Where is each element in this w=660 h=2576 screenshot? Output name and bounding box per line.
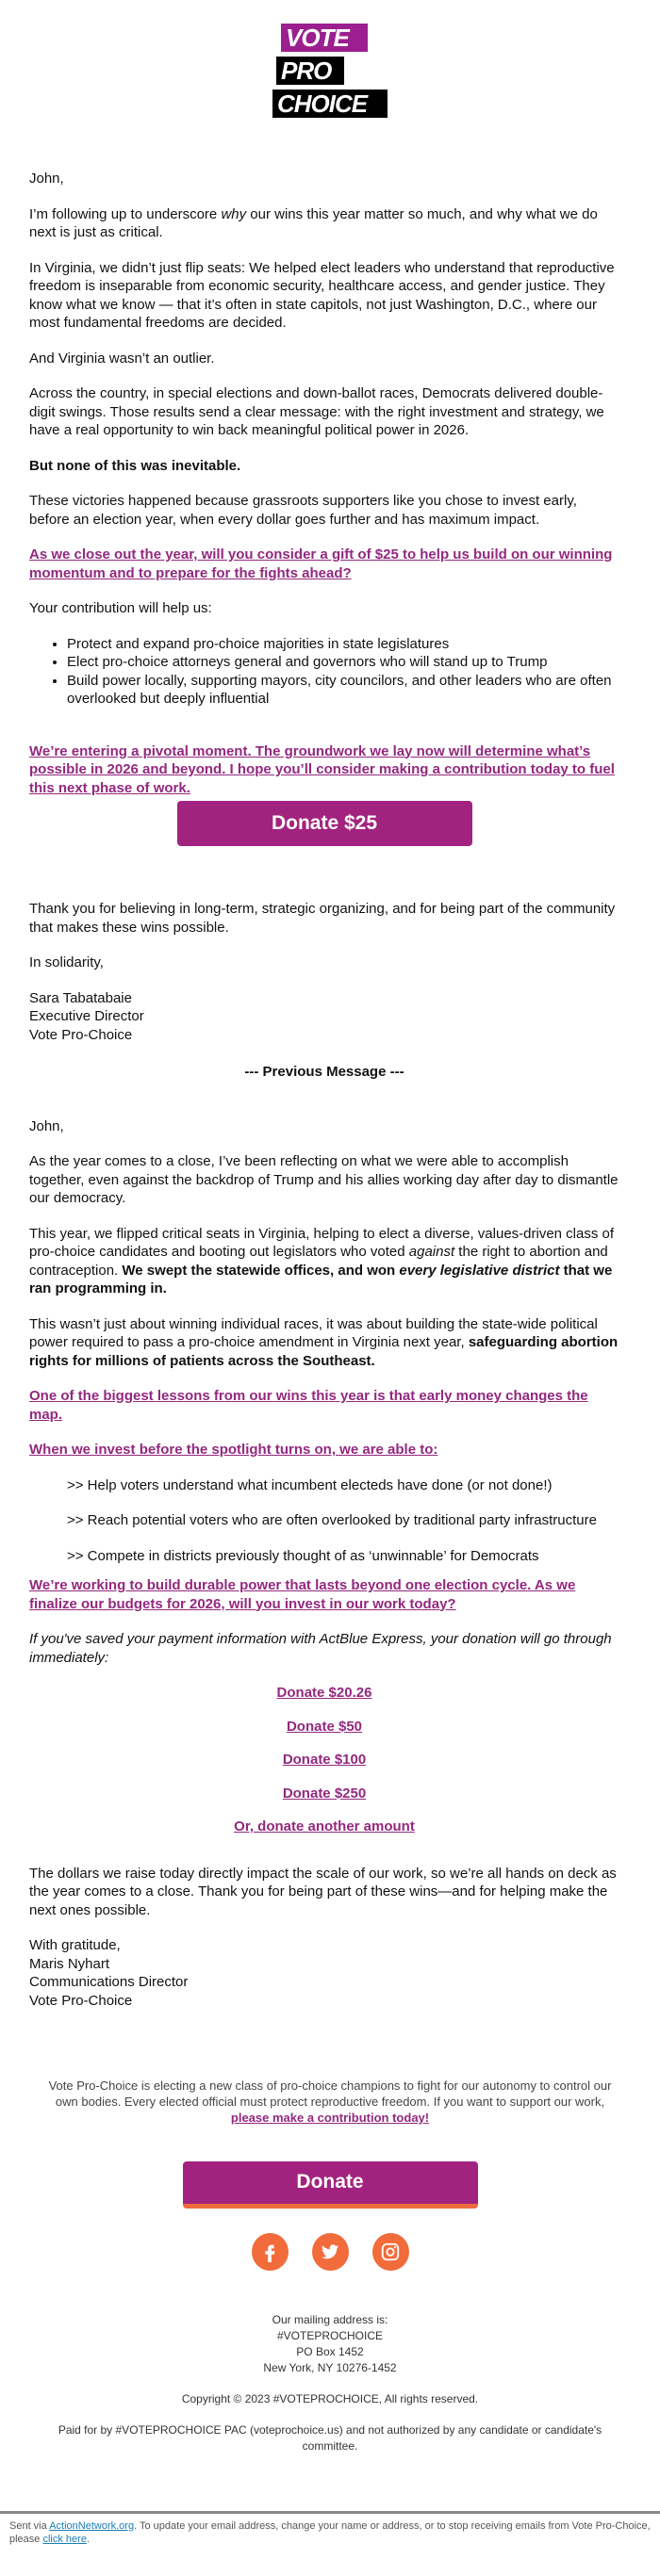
signoff: With gratitude, [29,1937,121,1953]
donate-100-link[interactable]: Donate $100 [282,1752,367,1768]
signer-title: Executive Director [29,1008,144,1024]
paragraph [29,1315,619,1371]
contribution-link[interactable]: please make a contribution today! [230,2111,430,2125]
text: our wins this year matter so much, and why what we do next is just as critical. [29,205,598,240]
signer-title: Communications Director [29,1974,189,1990]
text-bold-italic: every legislative district [399,1262,560,1279]
list-item: • Protect and expand pro-choice majorities in state legislatures [67,635,619,654]
copyright: Copyright © 2023 #VOTEPROCHOICE, All rights reserved. [181,2392,479,2405]
actionnetwork-link[interactable]: ActionNetwork.org [49,2520,135,2532]
invest-intro-link[interactable]: When we invest before the spotlight turns on, we are able to: [29,1442,438,1458]
footer-about [38,2078,622,2126]
invest-item: >> Reach potential voters who are often overlooked by traditional party infrastructure [67,1512,597,1528]
signer-name: Maris Nyhart [29,1955,110,1972]
contribution-list [67,635,619,709]
list-item: • Elect pro-choice attorneys general and governors who will stand up to Trump [67,653,619,672]
donate-25-button[interactable]: Donate $25 [177,801,472,846]
paragraph: And Virginia wasn’t an outlier. [29,350,215,367]
paragraph [29,1225,619,1298]
donate-links [29,1684,619,1836]
paragraph-bold: But none of this was inevitable. [29,457,241,474]
logo-vote: VOTE [281,24,368,52]
paragraph: These victories happened because grassroots supporters like you chose to invest early, before an election year, when every dollar goes further and has maximum impact. [29,493,577,528]
donate-250-link[interactable]: Donate $250 [282,1785,367,1802]
text-bold: safeguarding abortion rights for millions of patients across the Southeast. [29,1334,619,1369]
address-label: Our mailing address is: [272,2313,388,2326]
donate-50-link[interactable]: Donate $50 [286,1718,363,1735]
list-item: • Build power locally, supporting mayors, city councilors, and other leaders who are often overlooked but deeply influential [67,672,619,709]
email-footer [38,2078,622,2454]
text: Sent via [9,2520,50,2532]
social-links [38,2233,622,2271]
signer-name: Sara Tabatabaie [29,989,132,1006]
logo-pro: PRO [276,57,344,85]
text: This year, we flipped critical seats in Virginia, helping to elect a diverse, values-driven class of pro-choice candidates and booting out legislators who voted [29,1225,615,1260]
lesson-link[interactable]: One of the biggest lessons from our wins this year is that early money changes the map. [29,1388,588,1423]
text: Vote Pro-Choice is electing a new class of pro-choice champions to fight for our autonomy to control our own bodies. Every elected official must protect reproductive freedom. If you want to support our work, [48,2079,612,2109]
donate-2026-link[interactable]: Donate $20.26 [276,1685,372,1701]
text: . [86,2534,91,2545]
signature [29,954,619,1044]
paragraph: In Virginia, we didn’t just flip seats: We helped elect leaders who understand that reproductive freedom is inseparable from economic security, healthcare access, and gender justice. They know what we know — that it’s often in state capitols, not just Washington, D.C., where our most fundamental freedoms are decided. [29,259,615,331]
signoff: In solidarity, [29,954,104,970]
invest-item: >> Compete in districts previously thought of as ‘unwinnable’ for Democrats [67,1547,539,1564]
text-italic: why [221,205,247,222]
thanks-paragraph: Thank you for believing in long-term, strategic organizing, and for being part of the community that makes these wins possible. [29,901,616,936]
footer-donate-button[interactable]: Donate [183,2161,478,2209]
actblue-note: If you've saved your payment information with ActBlue Express, your donation will go through immediately: [29,1631,612,1666]
signer-org: Vote Pro-Choice [29,1992,133,2009]
signer-org: Vote Pro-Choice [29,1026,133,1043]
twitter-icon[interactable] [312,2233,349,2271]
greeting: John, [29,1117,64,1134]
gift-cta-link[interactable]: As we close out the year, will you consider a gift of $25 to help us build on our winning momentum and to prepare for the fights ahead? [29,546,613,581]
text-bold: that we ran programming in. [29,1262,613,1296]
unsubscribe-bar [0,2511,660,2552]
click-here-link[interactable]: click here [42,2534,87,2545]
paragraph: Across the country, in special elections and down-ballot races, Democrats delivered double-digit swings. Those results send a clear message: with the right investment and strategy, we have a real opportunity to win back meaningful political power in 2026. [29,385,604,438]
closing-paragraph: The dollars we raise today directly impact the scale of our work, so we’re all hands on deck as the year comes to a close. Thank you for being part of these wins—and for helping make the next ones possible. [29,1865,617,1918]
previous-message-divider: --- Previous Message --- [244,1064,404,1080]
pivotal-cta-link[interactable]: We’re entering a pivotal moment. The groundwork we lay now will determine what’s possible in 2026 and beyond. I hope you’ll consider making a contribution today to fuel this next phase of work. [29,742,615,796]
list-intro: Your contribution will help us: [29,600,212,616]
facebook-icon[interactable] [252,2233,289,2271]
vote-pro-choice-logo [0,0,660,132]
signature [29,1936,619,2010]
instagram-icon[interactable] [372,2233,409,2271]
address-line: PO Box 1452 [296,2345,364,2358]
text: . To update your email address, change your name or address, or to stop receiving emails from Vote Pro-Choice, please [9,2520,651,2545]
text: I’m following up to underscore [29,205,222,222]
greeting: John, [29,171,64,187]
mailing-address [38,2312,622,2454]
email-body [29,170,619,2010]
paragraph: As the year comes to a close, I’ve been reflecting on what we were able to accomplish together, even against the backdrop of Trump and his allies working day after day to dismantle our democracy. [29,1153,619,1206]
paragraph [29,205,619,242]
text-bold: We swept the statewide offices, and won [122,1262,400,1279]
invest-cta-link[interactable]: We’re working to build durable power that lasts beyond one election cycle. As we finalize our budgets for 2026, will you invest in our work today? [29,1577,576,1612]
donate-other-amount-link[interactable]: Or, donate another amount [234,1818,415,1834]
address-line: #VOTEPROCHOICE [276,2329,384,2342]
address-line: New York, NY 10276-1452 [263,2361,397,2374]
text-italic: against [408,1244,455,1260]
invest-item: >> Help voters understand what incumbent electeds have done (or not done!) [67,1476,553,1493]
text: the right to abortion and contraception. [29,1244,608,1279]
paid-for-disclaimer: Paid for by #VOTEPROCHOICE PAC (voteprochoice.us) and not authorized by any candidate or candidate's committee. [58,2423,602,2453]
logo-choice: CHOICE [272,90,388,118]
text: This wasn’t just about winning individual races, it was about building the state-wide political power required to pass a pro-choice amendment in Virginia next year, [29,1315,598,1350]
